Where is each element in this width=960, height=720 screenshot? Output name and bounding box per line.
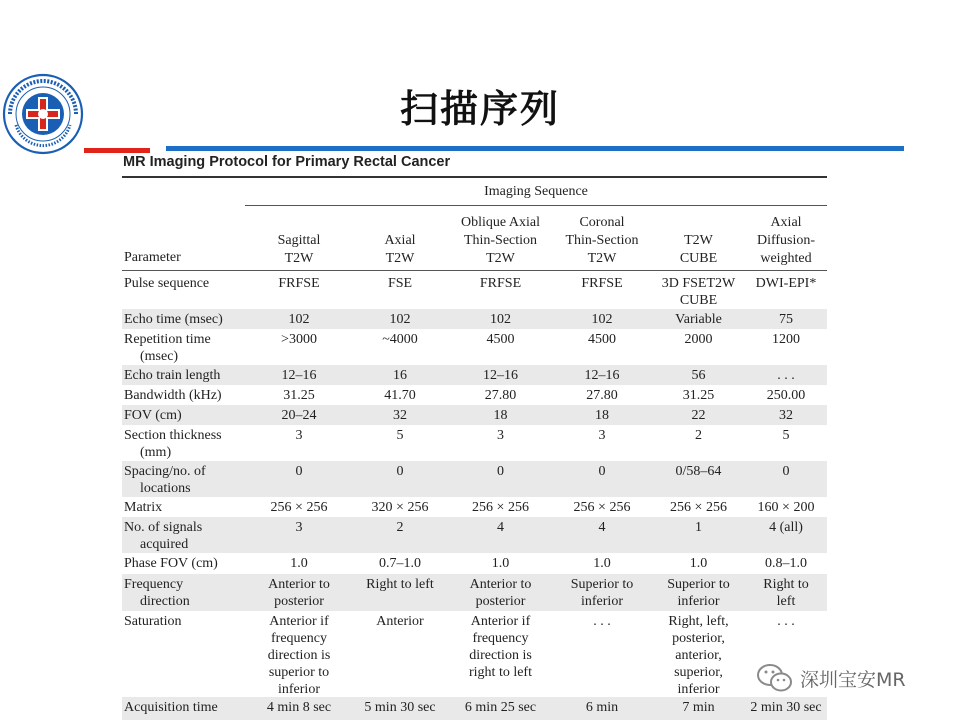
- table-cell: [553, 699, 651, 716]
- cell-line: direction is: [267, 648, 331, 663]
- table-cell: [355, 331, 445, 348]
- table-cell: [652, 499, 745, 516]
- cell-line: 102: [288, 312, 310, 327]
- column-header-line: Thin-Section: [463, 233, 538, 248]
- cell-line: 7 min: [682, 700, 715, 715]
- cell-line: 2: [695, 428, 702, 443]
- table-cell: [652, 555, 745, 572]
- cell-line: 3D FSET2W: [661, 276, 736, 291]
- table-cell: [745, 311, 827, 328]
- table-cell: [355, 576, 445, 593]
- table-title: MR Imaging Protocol for Primary Rectal Cancer: [123, 154, 451, 170]
- table-cell: [249, 331, 349, 348]
- table-cell: [249, 427, 349, 444]
- parameter-line: Frequency: [124, 577, 184, 592]
- parameter-cell: [124, 427, 246, 461]
- parameter-line: Echo train length: [124, 368, 221, 383]
- table-cell: [355, 387, 445, 404]
- cell-line: Anterior to: [268, 577, 330, 592]
- cell-line: 3: [295, 520, 303, 535]
- table-cell: [553, 407, 651, 424]
- table-row: [122, 385, 827, 405]
- cell-line: 0: [497, 464, 504, 479]
- parameter-cell: [124, 613, 246, 630]
- cell-line: 0.7–1.0: [379, 556, 421, 571]
- parameter-line: Echo time (msec): [124, 312, 223, 327]
- table-cell: [448, 499, 553, 516]
- table-cell: [355, 463, 445, 480]
- table-cell: [249, 387, 349, 404]
- table-cell: [745, 699, 827, 716]
- cell-line: 5: [396, 428, 404, 443]
- watermark-text: 深圳宝安MR: [800, 668, 906, 691]
- table-cell: [553, 463, 651, 480]
- table-cell: [652, 311, 745, 328]
- cell-line: 16: [393, 368, 407, 383]
- parameter-cell: [124, 519, 246, 553]
- cell-line: 4: [598, 520, 606, 535]
- table-cell: [448, 427, 553, 444]
- parameter-line: locations: [140, 481, 191, 496]
- cell-line: 41.70: [384, 388, 416, 403]
- parameter-line: Acquisition time: [124, 700, 218, 715]
- wechat-icon: [756, 662, 794, 694]
- parameter-cell: [124, 699, 246, 716]
- parameter-line: (mm): [140, 445, 172, 460]
- cell-line: 3: [497, 428, 504, 443]
- cell-line: frequency: [472, 631, 529, 646]
- table-row: [122, 365, 827, 385]
- table-cell: [745, 367, 827, 384]
- column-header-line: Axial: [770, 215, 802, 230]
- parameter-cell: [124, 463, 246, 497]
- table-cell: [249, 576, 349, 610]
- cell-line: 32: [393, 408, 407, 423]
- table-row: [122, 574, 827, 611]
- cell-line: Anterior if: [269, 614, 329, 629]
- table-row: [122, 611, 827, 697]
- group-header: Imaging Sequence: [484, 184, 588, 199]
- cell-line: 4 (all): [769, 520, 803, 535]
- table-cell: [745, 331, 827, 348]
- cell-line: inferior: [581, 594, 623, 609]
- parameter-cell: [124, 407, 246, 424]
- parameter-line: Phase FOV (cm): [124, 556, 218, 571]
- cell-line: Anterior if: [470, 614, 531, 629]
- column-header: [249, 214, 349, 268]
- table-row: [122, 273, 827, 309]
- table-cell: [249, 699, 349, 716]
- table-cell: [355, 519, 445, 536]
- cell-line: FRFSE: [479, 276, 522, 291]
- cell-line: 22: [691, 408, 706, 423]
- cell-line: Right, left,: [668, 614, 729, 629]
- parameter-cell: [124, 367, 246, 384]
- group-header-rule: [245, 205, 827, 206]
- table-cell: [249, 613, 349, 698]
- table-cell: [448, 613, 553, 681]
- parameter-line: direction: [140, 594, 190, 609]
- table-cell: [355, 367, 445, 384]
- table-cell: [355, 427, 445, 444]
- table-cell: [745, 463, 827, 480]
- table-cell: [355, 407, 445, 424]
- column-header-line: Oblique Axial: [461, 215, 540, 230]
- table-cell: [745, 387, 827, 404]
- parameter-line: FOV (cm): [124, 408, 182, 423]
- cell-line: Superior to: [667, 577, 730, 592]
- column-header-line: Sagittal: [277, 233, 321, 248]
- table-cell: [745, 407, 827, 424]
- cell-line: 4: [497, 520, 504, 535]
- column-header-line: CUBE: [679, 251, 718, 266]
- table-cell: [448, 311, 553, 328]
- cell-line: CUBE: [679, 293, 718, 308]
- table-cell: [652, 576, 745, 610]
- column-header-line: T2W: [587, 251, 617, 266]
- cell-line: 32: [779, 408, 793, 423]
- table-cell: [652, 387, 745, 404]
- cell-line: 4 min 8 sec: [266, 700, 332, 715]
- table-cell: [249, 499, 349, 516]
- cell-line: 0: [396, 464, 404, 479]
- cell-line: Right to left: [366, 577, 434, 592]
- table-cell: [652, 367, 745, 384]
- cell-line: Anterior to: [469, 577, 532, 592]
- cell-line: 0: [295, 464, 303, 479]
- table-row: [122, 461, 827, 497]
- table-cell: [652, 331, 745, 348]
- table-cell: [355, 311, 445, 328]
- cell-line: 1.0: [491, 556, 510, 571]
- cell-line: 256 × 256: [270, 500, 328, 515]
- column-header-line: Coronal: [579, 215, 625, 230]
- table-cell: [553, 331, 651, 348]
- cell-line: 18: [595, 408, 609, 423]
- column-header-line: T2W: [684, 233, 713, 248]
- parameter-cell: [124, 275, 246, 292]
- slide-title: 扫描序列: [399, 87, 560, 131]
- table-cell: [249, 407, 349, 424]
- parameter-line: No. of signals: [124, 520, 203, 535]
- table-cell: [553, 275, 651, 292]
- cell-line: inferior: [677, 682, 720, 697]
- cell-line: 160 × 200: [757, 500, 815, 515]
- cell-line: 320 × 256: [371, 500, 429, 515]
- cell-line: posterior: [274, 594, 324, 609]
- cell-line: direction is: [469, 648, 532, 663]
- cell-line: posterior,: [672, 631, 725, 646]
- table-cell: [652, 463, 745, 480]
- table-cell: [448, 519, 553, 536]
- column-header: [745, 214, 827, 268]
- cell-line: Anterior: [376, 614, 424, 629]
- cell-line: 256 × 256: [472, 500, 529, 515]
- table-cell: [448, 367, 553, 384]
- table-cell: [745, 275, 827, 292]
- table-cell: [448, 387, 553, 404]
- cell-line: 1.0: [593, 556, 611, 571]
- table-cell: [448, 275, 553, 292]
- table-cell: [553, 499, 651, 516]
- parameter-cell: [124, 555, 246, 572]
- cell-line: 27.80: [586, 388, 618, 403]
- table-cell: [355, 613, 445, 630]
- column-header: [448, 214, 553, 268]
- cell-line: 2: [396, 520, 404, 535]
- cell-line: superior,: [674, 665, 723, 680]
- table-cell: [249, 275, 349, 292]
- cell-line: Right to: [763, 577, 809, 592]
- table-cell: [448, 463, 553, 480]
- table-row: [122, 517, 827, 553]
- table-cell: [553, 555, 651, 572]
- cell-line: 6 min 25 sec: [464, 700, 537, 715]
- table-cell: [249, 519, 349, 536]
- parameter-line: Spacing/no. of: [124, 464, 206, 479]
- cell-line: 12–16: [483, 368, 518, 383]
- table-row: [122, 405, 827, 425]
- cell-line: 1: [695, 520, 702, 535]
- column-header: [553, 214, 651, 268]
- column-header-line: T2W: [385, 251, 415, 266]
- cell-line: 56: [691, 368, 706, 383]
- cell-line: 1200: [772, 332, 800, 347]
- cell-line: 0: [782, 464, 790, 479]
- title-underline-blue: [166, 146, 904, 151]
- cell-line: 4500: [486, 332, 515, 347]
- table-cell: [553, 519, 651, 536]
- parameter-cell: [124, 499, 246, 516]
- cell-line: anterior,: [675, 648, 722, 663]
- table-cell: [745, 555, 827, 572]
- table-cell: [355, 699, 445, 716]
- title-underline-red: [84, 148, 150, 153]
- table-cell: [448, 331, 553, 348]
- cell-line: 3: [598, 428, 606, 443]
- table-cell: [355, 499, 445, 516]
- cell-line: inferior: [677, 594, 720, 609]
- table-row: [122, 329, 827, 365]
- table-cell: [553, 613, 651, 630]
- table-cell: [553, 576, 651, 610]
- cell-line: Superior to: [570, 577, 634, 592]
- cell-line: Variable: [675, 312, 722, 327]
- table-row: [122, 309, 827, 329]
- parameter-cell: [124, 387, 246, 404]
- parameter-cell: [124, 311, 246, 328]
- cell-line: 2 min 30 sec: [750, 700, 822, 715]
- cell-line: 20–24: [281, 408, 317, 423]
- table-cell: [553, 387, 651, 404]
- cell-line: superior to: [268, 665, 330, 680]
- table-cell: [652, 613, 745, 698]
- cell-line: 0.8–1.0: [765, 556, 807, 571]
- cell-line: 4500: [588, 332, 616, 347]
- cell-line: FSE: [387, 276, 413, 291]
- cell-line: 102: [591, 312, 613, 327]
- parameter-cell: [124, 576, 246, 610]
- table-row: [122, 425, 827, 461]
- cell-line: 0/58–64: [675, 464, 722, 479]
- table-top-rule: [122, 176, 827, 178]
- cell-line: 250.00: [766, 388, 806, 403]
- column-header-line: Thin-Section: [565, 233, 639, 248]
- cell-line: 31.25: [682, 388, 715, 403]
- column-header-line: T2W: [284, 251, 314, 266]
- cell-line: 102: [490, 312, 511, 327]
- table-cell: [745, 576, 827, 610]
- parameter-line: Section thickness: [124, 428, 222, 443]
- cell-line: left: [776, 594, 796, 609]
- column-header: [652, 214, 745, 268]
- table-cell: [448, 407, 553, 424]
- cell-line: 75: [779, 312, 793, 327]
- table-cell: [448, 576, 553, 610]
- header-rule: [122, 270, 827, 271]
- cell-line: 12–16: [281, 368, 317, 383]
- cell-line: 256 × 256: [573, 500, 631, 515]
- table-cell: [745, 427, 827, 444]
- table-row: [122, 697, 827, 720]
- table-cell: [355, 275, 445, 292]
- table-cell: [553, 427, 651, 444]
- table-cell: [249, 367, 349, 384]
- cell-line: 2000: [684, 332, 713, 347]
- column-header-line: Diffusion-: [756, 233, 816, 248]
- parameter-line: Repetition time: [124, 332, 211, 347]
- column-header-line: Axial: [384, 233, 416, 248]
- cell-line: . . .: [777, 614, 795, 629]
- parameter-header: Parameter: [124, 250, 181, 265]
- cell-line: inferior: [278, 682, 320, 697]
- table-cell: [652, 275, 745, 309]
- cell-line: DWI-EPI*: [755, 276, 817, 291]
- table-cell: [745, 613, 827, 630]
- table-cell: [652, 519, 745, 536]
- cell-line: 1.0: [689, 556, 708, 571]
- column-header: [355, 214, 445, 268]
- column-header-line: T2W: [486, 251, 515, 266]
- cell-line: 5 min 30 sec: [364, 700, 436, 715]
- cell-line: 1.0: [290, 556, 308, 571]
- parameter-line: Matrix: [124, 500, 163, 515]
- cell-line: 102: [389, 312, 411, 327]
- cell-line: right to left: [469, 665, 532, 680]
- parameter-line: Pulse sequence: [124, 276, 210, 291]
- cell-line: 18: [493, 408, 508, 423]
- table-cell: [448, 699, 553, 716]
- cell-line: ~4000: [382, 332, 418, 347]
- cell-line: posterior: [475, 594, 526, 609]
- table-cell: [553, 367, 651, 384]
- cell-line: 0: [598, 464, 606, 479]
- cell-line: >3000: [281, 332, 317, 347]
- table-cell: [249, 555, 349, 572]
- table-cell: [249, 311, 349, 328]
- table-cell: [745, 499, 827, 516]
- parameter-line: Saturation: [124, 614, 182, 629]
- table-row: [122, 553, 827, 574]
- watermark: [756, 662, 906, 694]
- table-cell: [448, 555, 553, 572]
- cell-line: . . .: [777, 368, 795, 383]
- table-cell: [249, 463, 349, 480]
- column-header-line: weighted: [760, 251, 812, 266]
- table-cell: [652, 407, 745, 424]
- parameter-line: Bandwidth (kHz): [124, 388, 222, 403]
- table-cell: [355, 555, 445, 572]
- cell-line: 6 min: [585, 700, 619, 715]
- cell-line: FRFSE: [278, 276, 320, 291]
- cell-line: FRFSE: [581, 276, 623, 291]
- cell-line: 12–16: [584, 368, 620, 383]
- cell-line: 31.25: [283, 388, 315, 403]
- table-cell: [652, 699, 745, 716]
- cell-line: frequency: [271, 631, 327, 646]
- cell-line: 256 × 256: [670, 500, 727, 515]
- parameter-line: (msec): [140, 349, 179, 364]
- cell-line: 27.80: [484, 388, 517, 403]
- table-cell: [652, 427, 745, 444]
- parameter-cell: [124, 331, 246, 365]
- cell-line: 3: [295, 428, 303, 443]
- table-cell: [553, 311, 651, 328]
- table-cell: [745, 519, 827, 536]
- table-row: [122, 497, 827, 517]
- cell-line: 5: [782, 428, 790, 443]
- parameter-line: acquired: [140, 537, 189, 552]
- cell-line: . . .: [593, 614, 611, 629]
